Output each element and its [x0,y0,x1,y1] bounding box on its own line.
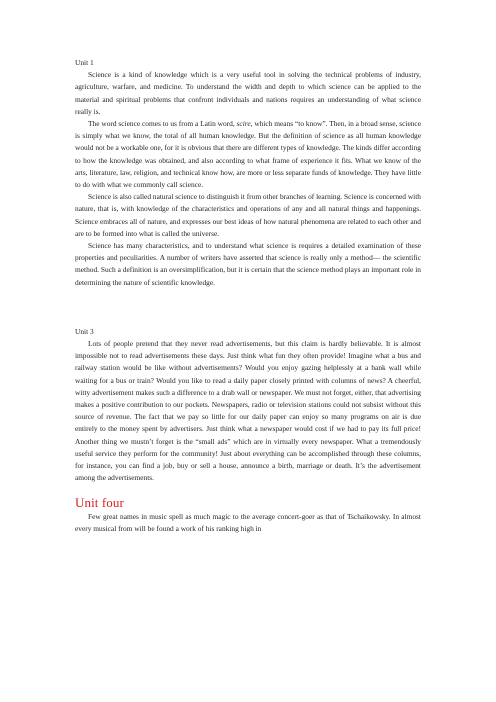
unit-1-paragraph-2 [75,118,421,191]
unit-3-heading: Unit 3 [75,326,94,336]
unit-3-paragraph: Lots of people pretend that they never read advertisements, but this claim is hardly believable. It is almost impossible not to read advertisements these days. Just think what fun they often provide! Imagine what a bus and railway station would be like without advertisements? Would you enjoy gazing helplessly at a bank wall while waiting for a bus or train? Would you like to read a daily paper closely printed with columns of news? A cheerful, witty advertisement makes such a difference to a drab wall or newspaper. We must not forget, either, that advertising makes a positive contribution to our pockets. Newspapers, radio or television stations could not subsist without this source of revenue. The fact that we pay so little for our daily paper can enjoy so many programs on air is due entirely to the money spent by advertisers. Just think what a newspaper would cost if we had to pay its full price! Another thing we mustn’t forget is the “small ads” which are in virtually every newspaper. What a tremendously useful service they perform for the community! Just about everything can be accomplished through these columns, for instance, you can find a job, buy or sell a house, announce a birth, marriage or death. It’s the advertisement among the advertisements. [75,339,421,483]
latin-word: scire [236,119,251,129]
unit-1-paragraph-4: Science has many characteristics, and to understand what science is requires a detailed examination of these properties and peculiarities. A number of writers have asserted that science is really only a method— the scientific method. Such a definition is an oversimplification, but it is certain that the science method plays an important role in determining the nature of scientific knowledge. [75,241,421,287]
section-spacer [75,289,421,326]
unit-four-paragraph: Few great names in music spell as much magic to the average concert-goer as that of Tschaikowsky. In almost every musical from will be found a work of his ranking high in [75,511,421,533]
unit-1-heading: Unit 1 [75,58,94,67]
unit-four-heading: Unit four [75,494,124,510]
document-body [75,57,421,535]
unit-1-paragraph-3: Science is also called natural science to distinguish it from other branches of learning. Science is concerned with nature, that is, with knowledge of the characteristics and operations of any and all natural things and happenings. Science embraces all of nature, and expresses our best ideas of how natural phenomena are related to each other and are to be formed into what is called the universe. [75,192,421,238]
section-spacer [75,485,421,494]
unit-1-paragraph-1: Science is a kind of knowledge which is a very useful tool in solving the technical problems of industry, agriculture, warfare, and medicine. To understand the width and depth to which science can be applied to the material and spiritual problems that confront individuals and nations requires an understanding of what science really is. [75,70,421,116]
unit-1-paragraph-2-rest: , which means “to know”. Then, in a broad sense, science is simply what we know, the total of all human knowledge. But the definition of science as all human knowledge would not be a workable one, for it is obvious that there are different types of knowledge. The kinds differ according to how the knowledge was obtained, and also according to what frame of experience it fits. What we know of the arts, literature, law, religion, and technical know how, are more or less separate funds of knowledge. They have little to do with what we commonly call science. [75,119,421,190]
unit-1-paragraph-2-start: The word science comes to us from a Latin word, [88,119,237,129]
